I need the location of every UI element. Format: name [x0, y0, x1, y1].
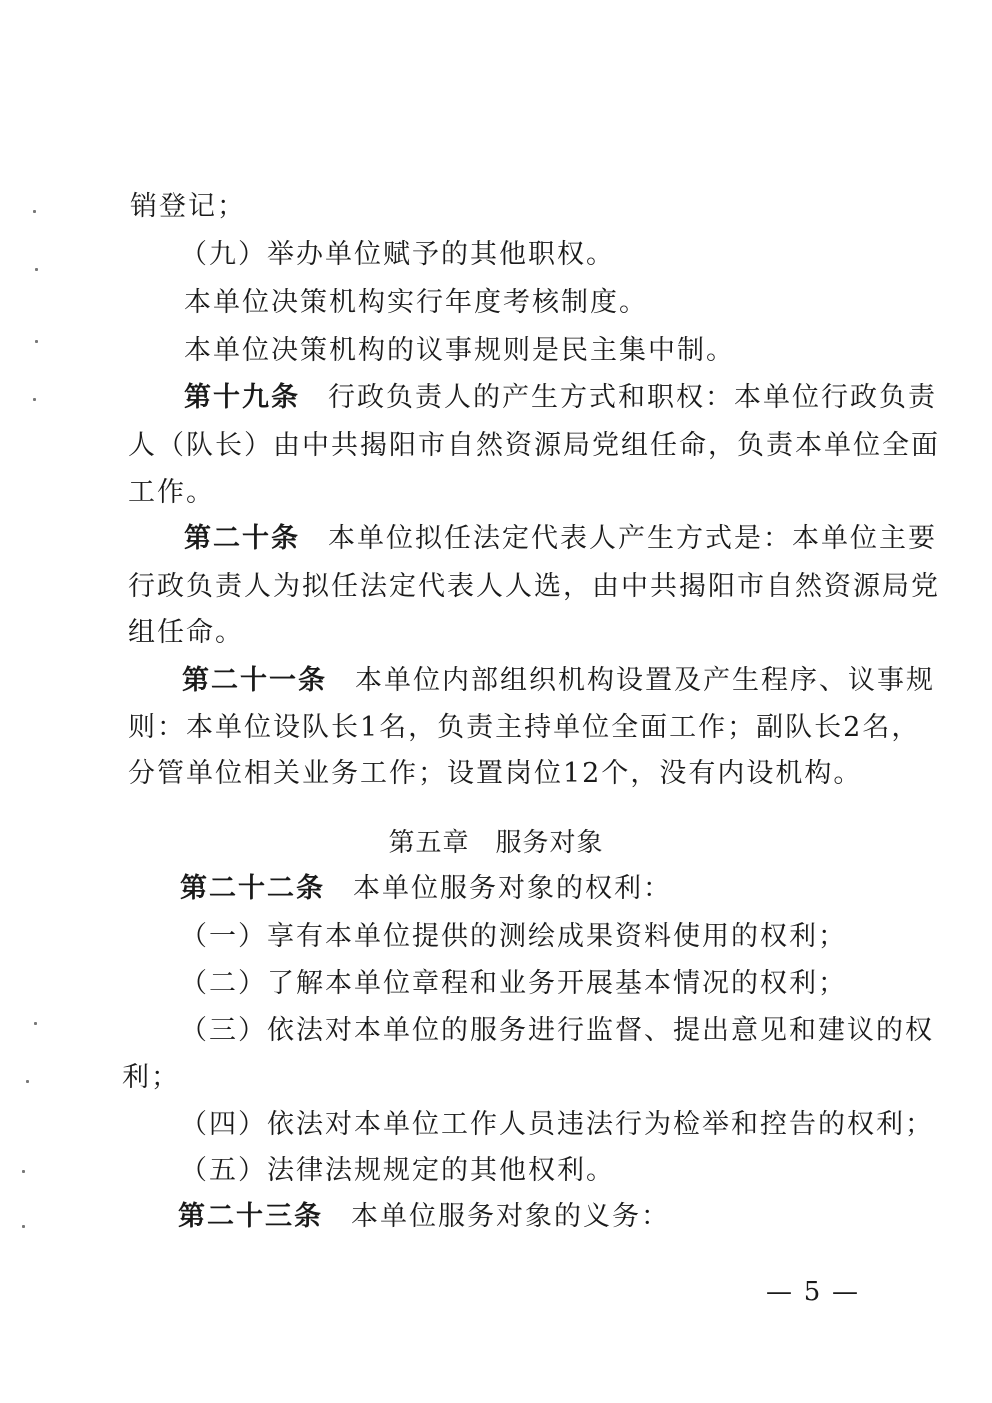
page-number: [762, 1275, 862, 1309]
scan-speck: [26, 1080, 29, 1083]
text-line: 行政负责人为拟任法定代表人人选，由中共揭阳市自然资源局党: [128, 571, 940, 602]
list-item: （三）依法对本单位的服务进行监督、提出意见和建议的权: [180, 1015, 934, 1046]
text-line: 分管单位相关业务工作；设置岗位12个，没有内设机构。: [128, 758, 863, 789]
article-label: 第十九条: [184, 382, 300, 413]
list-item: （二）了解本单位章程和业务开展基本情况的权利；: [180, 968, 847, 999]
article-19: [184, 381, 937, 415]
list-item: （一）享有本单位提供的测绘成果资料使用的权利；: [180, 921, 847, 952]
text-line: 利；: [122, 1062, 180, 1093]
page-number-value: 5: [803, 1277, 821, 1307]
text-line: 组任命。: [128, 617, 244, 648]
article-label: 第二十一条: [182, 665, 327, 696]
text-line: 销登记；: [130, 191, 246, 222]
article-text: 行政负责人的产生方式和职权：本单位行政负责: [328, 382, 937, 413]
article-20: [184, 522, 937, 556]
page-dash-right: —: [832, 1277, 858, 1307]
text-line: 本单位决策机构实行年度考核制度。: [184, 287, 648, 318]
text-line: 工作。: [128, 477, 215, 508]
scan-speck: [35, 340, 38, 343]
text-line: 则：本单位设队长1名，负责主持单位全面工作；副队长2名，: [128, 712, 921, 743]
article-label: 第二十条: [184, 523, 300, 554]
article-label: 第二十二条: [180, 873, 325, 904]
article-21: [182, 664, 935, 698]
chapter-heading: [0, 826, 992, 860]
list-item: （九）举办单位赋予的其他职权。: [180, 239, 615, 270]
scan-speck: [22, 1170, 25, 1173]
scan-speck: [35, 268, 38, 271]
chapter-title: 服务对象: [495, 828, 604, 858]
scan-speck: [33, 398, 36, 401]
scan-speck: [34, 1022, 37, 1025]
list-item: （四）依法对本单位工作人员违法行为检举和控告的权利；: [180, 1109, 934, 1140]
page-dash-left: —: [766, 1277, 792, 1307]
text-line: 本单位决策机构的议事规则是民主集中制。: [184, 335, 735, 366]
article-text: 本单位服务对象的义务：: [351, 1201, 670, 1232]
article-text: 本单位服务对象的权利：: [353, 873, 672, 904]
chapter-number: 第五章: [388, 828, 470, 858]
article-label: 第二十三条: [178, 1201, 323, 1232]
text-line: 人（队长）由中共揭阳市自然资源局党组任命，负责本单位全面: [128, 430, 940, 461]
scan-speck: [33, 210, 36, 213]
article-text: 本单位内部组织机构设置及产生程序、议事规: [355, 665, 935, 696]
scan-speck: [22, 1225, 25, 1228]
article-text: 本单位拟任法定代表人产生方式是：本单位主要: [328, 523, 937, 554]
article-23: [178, 1200, 670, 1234]
list-item: （五）法律法规规定的其他权利。: [180, 1155, 615, 1186]
article-22: [180, 872, 672, 906]
